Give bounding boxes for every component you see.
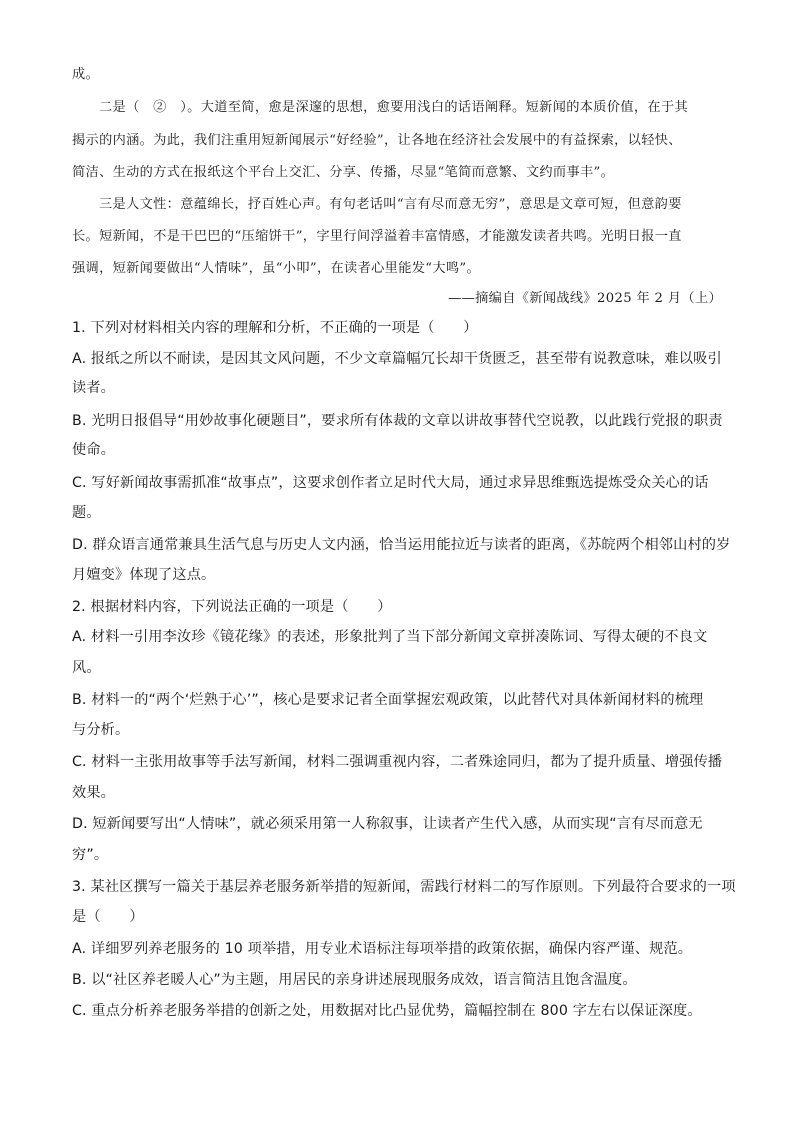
question-3-option-a: A. 详细罗列养老服务的 10 项举措，用专业术语标注每项举措的政策依据，确保内容严谨、规范。 [72,941,693,957]
question-1-option-a-cont: 读者。 [72,380,116,396]
question-3-option-c: C. 重点分析养老服务举措的创新之处，用数据对比凸显优势，篇幅控制在 800 字左右以保证深度。 [72,1003,702,1019]
question-2-option-a: A. 材料一引用李汝珍《镜花缘》的表述，形象批判了当下部分新闻文章拼凑陈词、写得太硬的不良文 [72,629,708,645]
question-1-option-b-cont: 使命。 [72,442,116,458]
passage-line: 强调，短新闻要做出“人情味”，虽“小叩”，在读者心里能发“大鸣”。 [72,261,481,276]
question-2-stem: 2. 根据材料内容，下列说法正确的一项是（ ） [72,599,392,615]
question-2-option-d-cont: 穷”。 [72,847,109,863]
question-2-option-c: C. 材料一主张用故事等手法写新闻，材料二强调重视内容，二者殊途同归，都为了提升质量、增强传播 [72,754,723,770]
question-2-option-b: B. 材料一的“两个‘烂熟于心’”，核心是要求记者全面掌握宏观政策，以此替代对具体新闻材料的梳理 [72,692,704,708]
passage-line: 成。 [72,67,100,82]
passage-line: 揭示的内涵。为此，我们注重用短新闻展示“好经验”，让各地在经济社会发展中的有益探索，以轻快、 [72,133,682,148]
passage-line: 长。短新闻，不是干巴巴的“压缩饼干”，字里行间浮溢着丰富情感，才能激发读者共鸣。光明日报一直 [72,229,682,244]
passage-line: 三是人文性：意蕴绵长，抒百姓心声。有句老话叫“言有尽而意无穷”，意思是文章可短，但意韵要 [99,197,682,212]
question-2-option-b-cont: 与分析。 [72,722,130,738]
question-3-stem-cont: 是（ ） [72,909,144,925]
question-1-option-a: A. 报纸之所以不耐读，是因其文风问题，不少文章篇幅冗长却干货匮乏，甚至带有说教意味，难以吸引 [72,351,722,367]
passage-source: ——摘编自《新闻战线》2025 年 2 月（上） [448,291,722,306]
question-2-option-c-cont: 效果。 [72,785,116,801]
question-1-option-b: B. 光明日报倡导“用妙故事化硬题目”，要求所有体裁的文章以讲故事替代空说教，以此践行党报的职责 [72,413,723,429]
question-2-option-d: D. 短新闻要写出“人情味”，就必须采用第一人称叙事，让读者产生代入感，从而实现“言有尽而意无 [72,816,703,832]
question-2-option-a-cont: 风。 [72,660,101,676]
question-1-option-d: D. 群众语言通常兼具生活气息与历史人文内涵，恰当运用能拉近与读者的距离，《苏皖两个相邻山村的岁 [72,537,731,553]
question-3-stem: 3. 某社区撰写一篇关于基层养老服务新举措的短新闻，需践行材料二的写作原则。下列最符合要求的一项 [72,879,736,895]
passage-line: 二是（ ② ）。大道至简，愈是深邃的思想，愈要用浅白的话语阐释。短新闻的本质价值，在于其 [99,100,689,115]
question-1-stem: 1. 下列对材料相关内容的理解和分析，不正确的一项是（ ） [72,320,478,336]
passage-line: 简洁、生动的方式在报纸这个平台上交汇、分享、传播，尽显“笔简而意繁、文约而事丰”。 [72,165,615,180]
question-1-option-c-cont: 题。 [72,505,101,521]
question-3-option-b: B. 以“社区养老暖人心”为主题，用居民的亲身讲述展现服务成效，语言简洁且饱含温度。 [72,972,637,988]
question-1-option-d-cont: 月嬗变》体现了这点。 [72,567,216,583]
question-1-option-c: C. 写好新闻故事需抓准“故事点”，这要求创作者立足时代大局，通过求异思维甄选提炼受众关心的话 [72,475,709,491]
